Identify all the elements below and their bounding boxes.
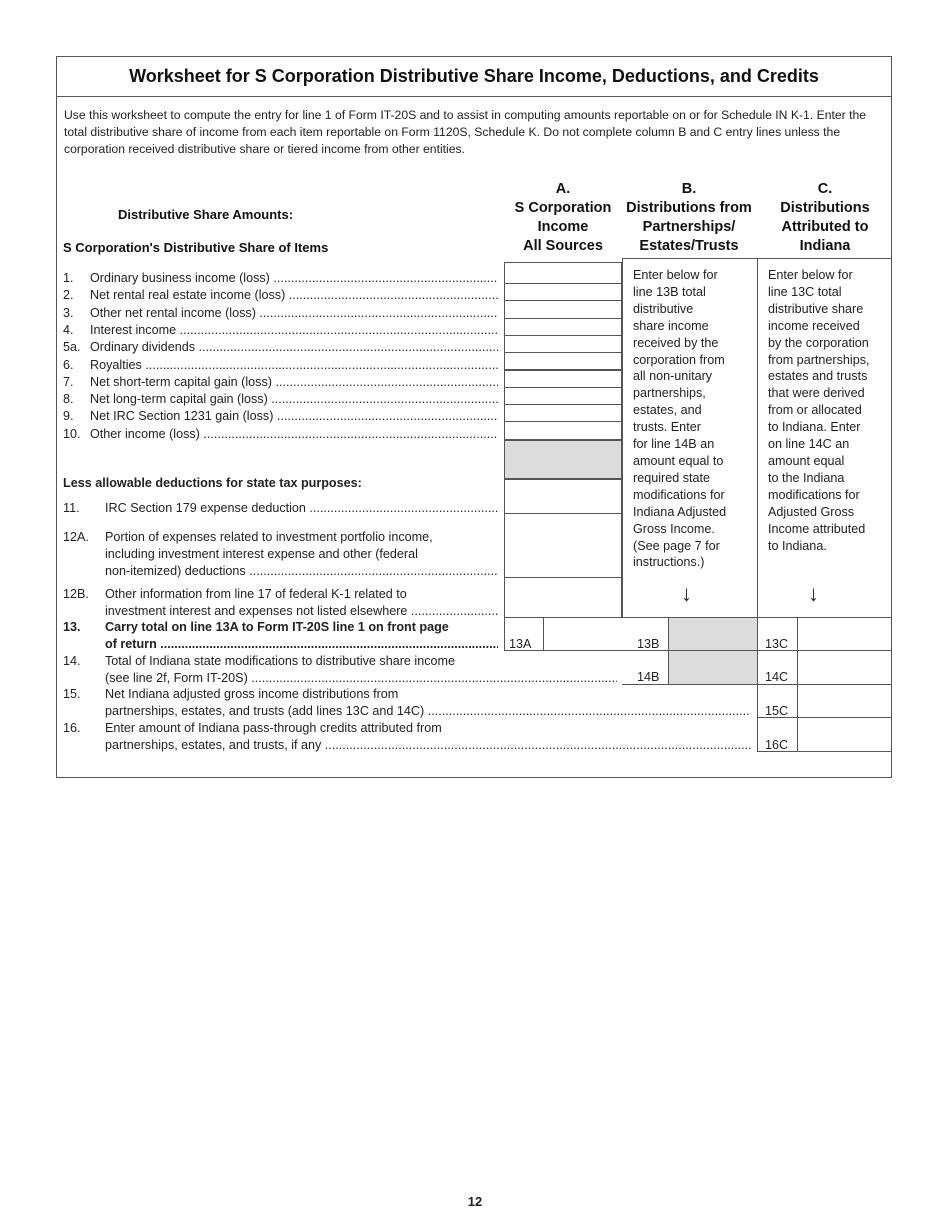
- header-col-a: [504, 180, 622, 256]
- col-c-note-line: that were derived: [768, 386, 865, 401]
- line-11-label: IRC Section 179 expense deduction .....: [105, 500, 498, 517]
- deductions-header: Less allowable deductions for state tax purposes:: [63, 476, 362, 490]
- col-b-note-line: Gross Income.: [633, 521, 715, 536]
- col-c-note-line: to the Indiana: [768, 470, 845, 485]
- line-12a-text-2: including investment interest expense and other (federal: [105, 547, 418, 561]
- col-b-note-line: line 13B total: [633, 284, 706, 299]
- col-c-note-line: Enter below for: [768, 268, 853, 282]
- header-items: S Corporation's Distributive Share of Items: [63, 240, 329, 255]
- col-b-line2: Partnerships/: [642, 219, 736, 235]
- col-b-note-line: (See page 7 for: [633, 538, 720, 553]
- col-b-line3: Estates/Trusts: [639, 238, 739, 254]
- col-c-note-line: from or allocated: [768, 403, 862, 418]
- col-a-line1: S Corporation: [514, 200, 612, 216]
- line-12a-col-a-input[interactable]: [504, 513, 622, 578]
- line-14-number: 14.: [63, 654, 81, 668]
- header-col-c: [758, 180, 892, 256]
- col-a-shaded-spacer: [504, 440, 622, 479]
- line-14-text-2: (see line 2f, Form IT-20S) .....: [105, 670, 617, 687]
- income-line-col-a-input[interactable]: [504, 300, 622, 318]
- income-line-col-a-input[interactable]: [504, 404, 622, 422]
- line-13c-input[interactable]: [798, 618, 891, 650]
- income-line-number: 10.: [63, 426, 81, 441]
- line-13a-input[interactable]: [544, 618, 622, 650]
- col-b-left-rule: [622, 258, 623, 618]
- income-line-number: 1.: [63, 271, 74, 285]
- income-line-number: 2.: [63, 288, 74, 303]
- col-c-note-line: to Indiana.: [768, 538, 827, 553]
- income-line-col-a-input[interactable]: [504, 387, 622, 405]
- col-b-instructions: [633, 267, 755, 571]
- col-a-letter: A.: [555, 181, 571, 197]
- col-b-note-line: share income: [633, 318, 709, 333]
- col-b-note-line: all non-unitary: [633, 369, 713, 384]
- line-11-col-a-input[interactable]: [504, 479, 622, 514]
- col-b-note-line: instructions.): [633, 555, 705, 570]
- col-a-line2: Income: [537, 219, 589, 235]
- col-b-note-line: for line 14B an: [633, 437, 715, 452]
- col-c-right-rule: [891, 258, 892, 752]
- col-b-note-line: distributive: [633, 301, 694, 316]
- col-b-line1: Distributions from: [626, 200, 752, 216]
- income-line-number: 4.: [63, 322, 74, 337]
- line-13-text-2: of return .....: [105, 636, 498, 653]
- col-b-note-line: trusts. Enter: [633, 420, 701, 435]
- col-c-note-line: to Indiana. Enter: [768, 420, 861, 435]
- code-14c: 14C: [765, 670, 789, 684]
- income-line-label: Ordinary dividends .....: [90, 339, 498, 356]
- line-12a-number: 12A.: [63, 530, 89, 544]
- line-14b-shaded-input: [668, 651, 757, 684]
- line-12b-number: 12B.: [63, 587, 89, 601]
- income-line-label: Ordinary business income (loss) .....: [90, 270, 498, 287]
- income-line-col-a-input[interactable]: [504, 421, 622, 439]
- income-line-label: Royalties .....: [90, 357, 498, 374]
- col-c-letter: C.: [817, 181, 833, 197]
- income-line-label: Other net rental income (loss) .....: [90, 305, 498, 322]
- line-15-text-1: Net Indiana adjusted gross income distributions from: [105, 687, 399, 701]
- col-b-down-arrow-icon: ↓: [681, 581, 692, 606]
- col-b-note-line: estates, and: [633, 403, 702, 418]
- worksheet-title: Worksheet for S Corporation Distributive Share Income, Deductions, and Credits: [57, 57, 891, 97]
- col-b-note-line: partnerships,: [633, 386, 706, 401]
- line-16-text-1: Enter amount of Indiana pass-through credits attributed from: [105, 721, 442, 735]
- col-c-line2: Attributed to: [781, 219, 869, 235]
- line-13-text-1: Carry total on line 13A to Form IT-20S line 1 on front page: [105, 620, 449, 634]
- col-a-line3: All Sources: [523, 238, 603, 254]
- income-line-col-a-input[interactable]: [504, 335, 622, 353]
- col-c-note-line: distributive share: [768, 301, 864, 316]
- income-line-col-a-input[interactable]: [504, 318, 622, 336]
- line-16-text-2: partnerships, estates, and trusts, if any .....: [105, 737, 751, 754]
- line-16-number: 16.: [63, 721, 81, 735]
- col-c-note-line: line 13C total: [768, 284, 842, 299]
- code-14b: 14B: [637, 670, 660, 684]
- income-line-col-a-input[interactable]: [504, 262, 622, 284]
- line-12b-col-a-input[interactable]: [504, 577, 622, 618]
- intro-paragraph: Use this worksheet to compute the entry for line 1 of Form IT-20S and to assist in computing amounts reportable on or for Schedule IN K-1. Enter the total distributive share of income from each item reportable on Form 1120S, Schedule K. Do not complete column B and C entry lines unless the corporation received distributive share or tiered income from other entities.: [64, 108, 867, 156]
- line-15c-input[interactable]: [798, 685, 891, 717]
- income-line-number: 3.: [63, 305, 74, 320]
- code-13a: 13A: [509, 637, 532, 651]
- line-13-number: 13.: [63, 620, 81, 634]
- income-line-number: 7.: [63, 374, 74, 389]
- line-12b-text-1: Other information from line 17 of federal K-1 related to: [105, 587, 407, 601]
- line-15-number: 15.: [63, 687, 81, 701]
- line-12a-text-3: non-itemized) deductions .....: [105, 563, 498, 580]
- code-13c: 13C: [765, 637, 789, 651]
- col-b-note-line: Enter below for: [633, 268, 718, 282]
- col-c-note-line: Adjusted Gross: [768, 504, 855, 519]
- income-line-number: 8.: [63, 392, 74, 407]
- header-col-b: [618, 180, 760, 256]
- code-15c: 15C: [765, 704, 789, 718]
- income-line-label: Net rental real estate income (loss) .....: [90, 287, 498, 304]
- line-14-text-1: Total of Indiana state modifications to distributive share income: [105, 654, 456, 668]
- col-c-left-rule: [757, 258, 758, 752]
- col-c-note-line: by the corporation: [768, 335, 869, 350]
- col-b-note-line: Indiana Adjusted: [633, 504, 727, 519]
- col-c-line3: Indiana: [799, 238, 851, 254]
- income-line-label: Interest income .....: [90, 322, 498, 339]
- col-b-note-line: required state: [633, 470, 711, 485]
- col-c-note-line: Income attributed: [768, 521, 866, 536]
- col-c-instructions: [768, 267, 890, 554]
- col-c-note-line: modifications for: [768, 487, 860, 502]
- code-13b: 13B: [637, 637, 660, 651]
- col-b-note-line: modifications for: [633, 487, 725, 502]
- col-b-letter: B.: [681, 181, 697, 197]
- col-c-down-arrow-icon: ↓: [808, 581, 819, 606]
- col-c-note-line: amount equal: [768, 453, 845, 468]
- income-line-label: Net IRC Section 1231 gain (loss) .....: [90, 408, 498, 425]
- col-b-note-line: amount equal to: [633, 453, 724, 468]
- col-c-note-line: on line 14C an: [768, 437, 850, 452]
- line-12a-text-1: Portion of expenses related to investment portfolio income,: [105, 530, 433, 544]
- col-b-note-line: received by the: [633, 335, 719, 350]
- income-line-label: Other income (loss) .....: [90, 426, 498, 443]
- code-16c: 16C: [765, 738, 789, 752]
- line-16c-input[interactable]: [798, 718, 891, 751]
- income-line-label: Net short-term capital gain (loss) .....: [90, 374, 498, 391]
- income-line-number: 5a.: [63, 340, 81, 355]
- col-c-line1: Distributions: [780, 200, 870, 216]
- line-15-text-2: partnerships, estates, and trusts (add lines 13C and 14C) .....: [105, 703, 751, 720]
- line-11-number: 11.: [63, 501, 80, 515]
- col-c-note-line: estates and trusts: [768, 369, 868, 384]
- col-c-note-line: from partnerships,: [768, 352, 870, 367]
- income-line-number: 6.: [63, 357, 74, 372]
- col-b-note-line: corporation from: [633, 352, 725, 367]
- col-c-note-line: income received: [768, 318, 860, 333]
- line-12b-text-2: investment interest and expenses not listed elsewhere .....: [105, 603, 498, 620]
- line-13-col-a-left-rule: [504, 617, 505, 650]
- income-line-label: Net long-term capital gain (loss) .....: [90, 391, 498, 408]
- income-line-col-a-input[interactable]: [504, 370, 622, 388]
- income-line-number: 9.: [63, 409, 74, 424]
- income-line-col-a-input[interactable]: [504, 283, 622, 301]
- line-14c-input[interactable]: [798, 651, 891, 684]
- page-number: 12: [467, 1194, 483, 1209]
- header-amounts: Distributive Share Amounts:: [118, 207, 294, 222]
- income-line-col-a-input[interactable]: [504, 352, 622, 370]
- line-13b-shaded-input: [668, 618, 757, 650]
